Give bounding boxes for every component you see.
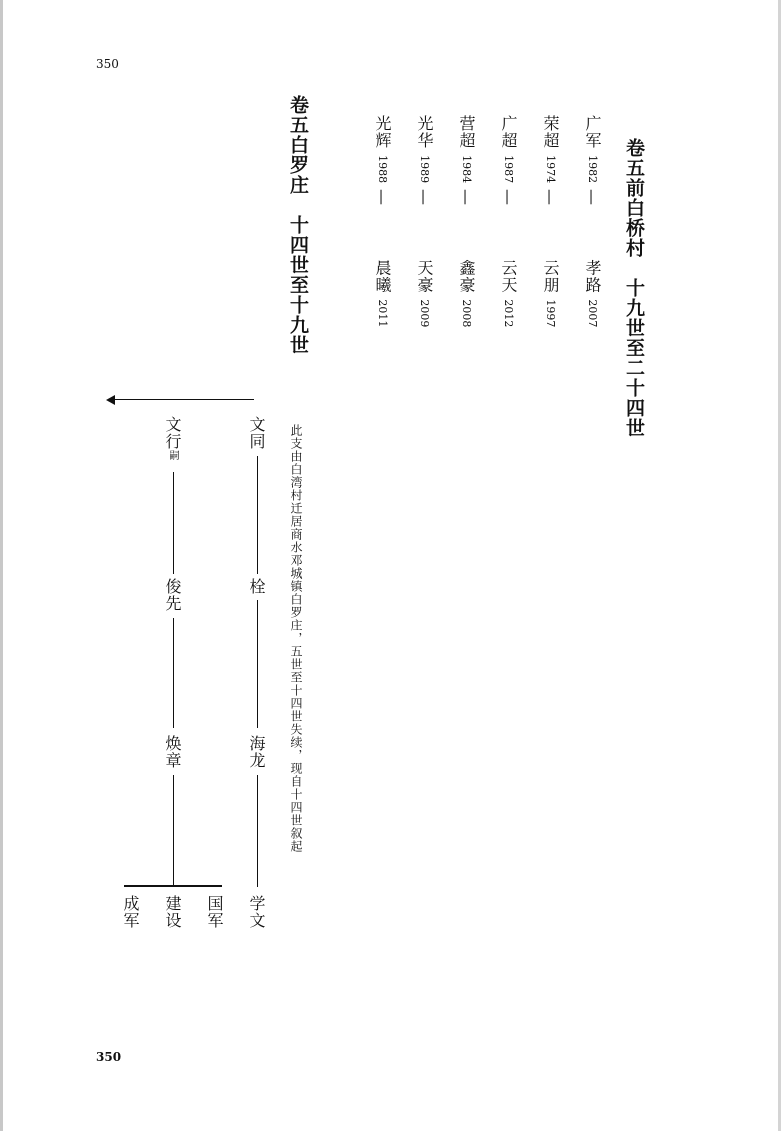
page-number-bottom: 350 bbox=[96, 1050, 122, 1064]
child-year: 1997 bbox=[544, 299, 557, 328]
gen17-name-chengjun: 成军 bbox=[121, 895, 140, 929]
parent-year: 1989 bbox=[418, 155, 431, 184]
connector-dash: — bbox=[583, 189, 602, 207]
parent-year: 1987 bbox=[502, 155, 515, 184]
gen17-name-xuewen: 学文 bbox=[247, 895, 266, 929]
page-left-edge bbox=[0, 0, 3, 1131]
arrow-left-icon bbox=[106, 395, 115, 405]
parent-year: 1982 bbox=[586, 155, 599, 184]
connector-dash: — bbox=[457, 189, 476, 207]
child-year: 2007 bbox=[586, 299, 599, 328]
child-name: 天豪 bbox=[415, 259, 434, 294]
gen17-name-guojun: 国军 bbox=[205, 895, 224, 929]
genealogy-row bbox=[416, 115, 432, 327]
child-name: 云天 bbox=[499, 259, 518, 294]
gen14-name-wenxing: 文行嗣 bbox=[163, 416, 182, 461]
child-name: 鑫豪 bbox=[457, 259, 476, 294]
child-year: 2012 bbox=[502, 299, 515, 328]
genealogy-row bbox=[374, 115, 390, 327]
connector-dash: — bbox=[373, 189, 392, 207]
parent-name: 光华 bbox=[415, 115, 434, 149]
adoption-mark: 嗣 bbox=[167, 450, 178, 461]
lineage-connector bbox=[257, 600, 258, 728]
child-year: 2008 bbox=[460, 299, 473, 328]
lineage-note: 此支由白湾村迁居商水邓城镇白罗庄，五世至十四世失续，现自十四世叙起 bbox=[289, 424, 303, 853]
parent-year: 1974 bbox=[544, 155, 557, 184]
genealogy-row bbox=[500, 115, 516, 327]
child-year: 2009 bbox=[418, 299, 431, 328]
parent-year: 1984 bbox=[460, 155, 473, 184]
gen16-name-hailong: 海龙 bbox=[247, 735, 266, 769]
gen17-name-jianshe: 建设 bbox=[163, 895, 182, 929]
gen16-name-huanzhang: 焕章 bbox=[163, 735, 182, 769]
genealogy-row bbox=[584, 115, 600, 327]
connector-dash: — bbox=[415, 189, 434, 207]
genealogy-row bbox=[458, 115, 474, 327]
parent-year: 1988 bbox=[376, 155, 389, 184]
page-number-top: 350 bbox=[96, 57, 119, 71]
lineage-connector bbox=[257, 775, 258, 887]
gen15-name-junxian: 俊先 bbox=[163, 578, 182, 612]
connector-dash: — bbox=[541, 189, 560, 207]
section-title-qianbaiqiao: 卷五前白桥村 十九世至二十四世 bbox=[623, 138, 645, 438]
parent-name: 荣超 bbox=[541, 115, 560, 149]
child-name: 孝路 bbox=[583, 259, 602, 294]
parent-name: 广超 bbox=[499, 115, 518, 149]
lineage-connector bbox=[173, 472, 174, 574]
child-name: 云朋 bbox=[541, 259, 560, 294]
parent-name: 光辉 bbox=[373, 115, 392, 149]
lineage-connector bbox=[173, 775, 174, 887]
parent-name: 广军 bbox=[583, 115, 602, 149]
gen15-name-shuan: 栓 bbox=[247, 578, 266, 595]
gen14-name-wentong: 文同 bbox=[247, 416, 266, 450]
children-bracket bbox=[124, 885, 222, 887]
lineage-connector bbox=[257, 456, 258, 574]
connector-dash: — bbox=[499, 189, 518, 207]
parent-name: 营超 bbox=[457, 115, 476, 149]
child-name: 晨曦 bbox=[373, 259, 392, 294]
child-year: 2011 bbox=[376, 299, 389, 328]
arrow-shaft bbox=[114, 399, 254, 400]
genealogy-row bbox=[542, 115, 558, 327]
section-title-bailuozhuang: 卷五白罗庄 十四世至十九世 bbox=[287, 95, 309, 355]
lineage-connector bbox=[173, 618, 174, 728]
